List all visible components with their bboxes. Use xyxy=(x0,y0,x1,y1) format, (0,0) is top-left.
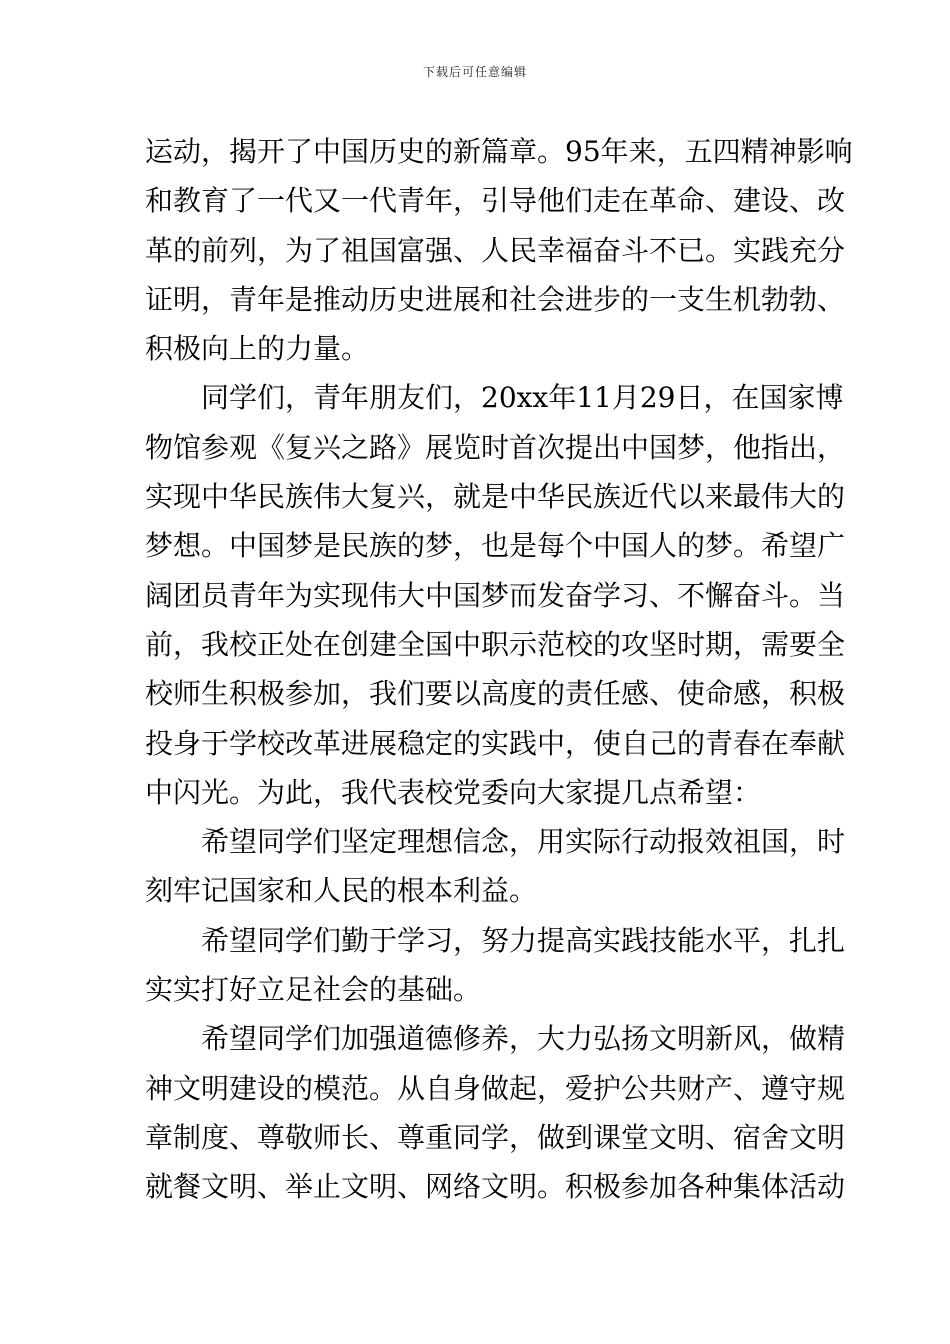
text-line-16: 刻牢记国家和人民的根本利益。 xyxy=(145,874,538,908)
text-line-9: 梦想。中国梦是民族的梦，也是每个中国人的梦。希望广 xyxy=(145,529,846,563)
body-text xyxy=(145,127,853,1212)
text-line-2: 和教育了一代又一代青年，引导他们走在革命、建设、改 xyxy=(145,184,846,218)
text-line-10: 阔团员青年为实现伟大中国梦而发奋学习、不懈奋斗。当 xyxy=(145,578,846,612)
text-line-12: 校师生积极参加，我们要以高度的责任感、使命感，积极 xyxy=(145,677,846,711)
text-line-17: 希望同学们勤于学习，努力提高实践技能水平，扎扎 xyxy=(201,923,846,957)
text-line-6: 同学们，青年朋友们，20xx年11月29日，在国家博 xyxy=(201,381,844,415)
text-line-22: 就餐文明、举止文明、网络文明。积极参加各种集体活动 xyxy=(145,1170,846,1204)
text-line-8: 实现中华民族伟大复兴，就是中华民族近代以来最伟大的 xyxy=(145,480,846,514)
text-line-7: 物馆参观《复兴之路》展览时首次提出中国梦，他指出， xyxy=(145,430,846,464)
text-line-21: 章制度、尊敬师长、尊重同学，做到课堂文明、宿舍文明 xyxy=(145,1120,846,1154)
text-line-11: 前，我校正处在创建全国中职示范校的攻坚时期，需要全 xyxy=(145,627,846,661)
text-line-3: 革的前列，为了祖国富强、人民幸福奋斗不已。实践充分 xyxy=(145,233,846,267)
text-line-13: 投身于学校改革进展稳定的实践中，使自己的青春在奉献 xyxy=(145,726,846,760)
text-line-18: 实实打好立足社会的基础。 xyxy=(145,973,482,1007)
text-line-14: 中闪光。为此，我代表校党委向大家提几点希望： xyxy=(145,775,762,809)
text-line-1: 运动，揭开了中国历史的新篇章。95年来，五四精神影响 xyxy=(145,135,853,168)
text-line-5: 积极向上的力量。 xyxy=(145,332,370,366)
text-line-20: 神文明建设的模范。从自身做起，爱护公共财产、遵守规 xyxy=(145,1071,846,1105)
text-line-15: 希望同学们坚定理想信念，用实际行动报效祖国，时 xyxy=(201,825,846,859)
text-line-4: 证明，青年是推动历史进展和社会进步的一支生机勃勃、 xyxy=(145,282,846,316)
text-line-19: 希望同学们加强道德修养，大力弘扬文明新风，做精 xyxy=(201,1022,846,1056)
page-header: 下载后可任意编辑 xyxy=(422,65,527,79)
